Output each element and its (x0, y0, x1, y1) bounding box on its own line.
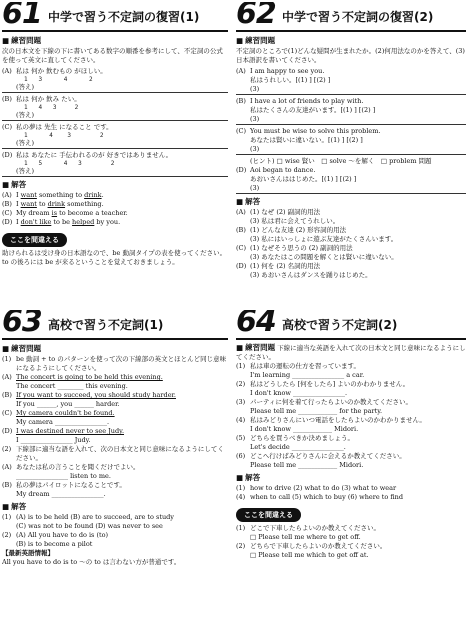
q-japanese: あおいさんははじめた。[(1) ] [(2) ] (250, 175, 357, 183)
answer-line[interactable]: (3) (236, 85, 466, 95)
a-text: (1) どんな友達 (2) 形容詞的用法 (250, 226, 347, 234)
instruction: 次の日本文を下線の下に書いてある数字の順番を参考にして、不定詞の公式を使って英文に直してください。 (2, 47, 223, 64)
fill-text: My dream ________________. (16, 490, 106, 498)
section-number: 62 (236, 2, 276, 31)
answers-label: ■ 解答 (236, 472, 466, 483)
a-number: (A) (2, 191, 12, 199)
a-text: something. (65, 200, 104, 208)
q-number: (6) (236, 452, 246, 460)
q-number: (A) (2, 463, 12, 471)
mistake-row (236, 533, 466, 542)
extra-label: 【最新英語情報】 (2, 549, 54, 557)
q-number: (A) (236, 67, 246, 75)
a-number (236, 253, 250, 262)
fill-line[interactable] (236, 461, 466, 470)
section-title: 高校で習う不定詞(1) (48, 318, 164, 332)
q-number (236, 443, 250, 452)
mistake-row (236, 551, 466, 560)
fill-line[interactable] (2, 472, 228, 481)
q-text: どこへ行けばみどりさんに会えるか教えてください。 (250, 452, 406, 460)
section-header (2, 310, 228, 340)
answer-row (236, 217, 466, 226)
exercise-label: ■ 練習問題 (236, 343, 275, 352)
q-line (2, 445, 228, 463)
section-number: 64 (236, 310, 276, 339)
q-number: (D) (2, 151, 13, 159)
section-61 (2, 2, 228, 308)
q-line (2, 481, 228, 490)
answer-line[interactable]: (答え) (2, 83, 228, 93)
q-number: (B) (236, 97, 246, 105)
a-text: (1) 何を (2) 名詞的用法 (250, 262, 321, 270)
q-number: (2) (236, 380, 246, 388)
q-english: I have a lot of friends to play with. (250, 97, 364, 105)
a-number: (1) (2, 513, 12, 521)
answer-row (236, 493, 466, 502)
answers-label: ■ 解答 (236, 196, 466, 207)
q-text: I was destined never to see Judy. (16, 427, 125, 435)
a-text: My dream (16, 209, 52, 217)
fill-text: I don't know ____________ Midori. (250, 425, 359, 433)
extra-note: All you have to do is to ～の to は言わない方が普通です。 (2, 558, 181, 566)
section-header (236, 310, 466, 340)
a-number: (C) (2, 209, 13, 217)
fill-text: I'm learning ________________ a car. (250, 371, 365, 379)
mistake-bubble: ここを間違える (236, 508, 301, 522)
answer-line[interactable]: (答え) (2, 111, 228, 121)
a-number (2, 522, 16, 531)
section-title: 中学で習う不定詞の復習(2) (282, 10, 434, 24)
section-62 (236, 2, 466, 308)
q-order: 1 4 3 2 (24, 104, 79, 111)
question (2, 151, 228, 177)
a-number: (A) (236, 208, 246, 216)
exercise-label: ■ 練習問題 (236, 35, 466, 46)
q-number (2, 418, 16, 427)
instruction: 不定詞のところで(1)どんな疑問が生まれたか。(2)何用法なのかを答えて、(3)日本語訳を書いてください。 (236, 47, 465, 64)
a-text: . (101, 191, 104, 199)
q-line (236, 398, 466, 407)
a-number: (B) (2, 200, 12, 208)
a-text: I (16, 200, 21, 208)
answers-label: ■ 解答 (2, 501, 228, 512)
q-line (2, 463, 228, 472)
a-underlined: drink (84, 191, 102, 199)
fill-line[interactable] (236, 443, 466, 452)
q-number: (1) (236, 362, 246, 370)
q-english: Aoi began to dance. (250, 166, 316, 174)
fill-line[interactable] (2, 490, 228, 499)
section-header (236, 2, 466, 32)
question (2, 123, 228, 149)
question (2, 95, 228, 121)
q-text: If you want to succeed, you should study harder. (16, 391, 176, 399)
q-text: 私の夢は 先生 になること です。 (16, 123, 113, 131)
q-text: 私はみどりさんにいつ電話をしたらよいのかわかりません。 (250, 416, 426, 424)
question (2, 67, 228, 93)
a-text: when to call (5) which to buy (6) where to find (250, 493, 404, 501)
a-text: to become a teacher. (57, 209, 128, 217)
a-number (236, 217, 250, 226)
a-number: (B) (236, 226, 246, 234)
q-text: 下線部に適当な語を入れて、次の日本文と同じ意味になるようにしてください。 (16, 445, 224, 462)
q-line (236, 434, 466, 443)
q-number (236, 371, 250, 380)
answer-row (236, 226, 466, 235)
answer-line[interactable]: (3) (236, 145, 466, 155)
answer-row (2, 540, 228, 549)
fill-text: Let's decide ________________. (250, 443, 346, 451)
fill-text: Please tell me ____________ Midori. (250, 461, 364, 469)
q-number: (B) (2, 95, 12, 103)
answer-row (236, 253, 466, 262)
fill-text: I ________________ Judy. (16, 436, 91, 444)
q-line (236, 380, 466, 389)
q-line (236, 452, 466, 461)
fill-line[interactable] (236, 389, 466, 398)
answer-row (236, 235, 466, 244)
a-text: I (16, 218, 21, 226)
q-japanese: あなたは賢いに違いない。[(1) ] [(2) ] (250, 136, 363, 144)
a-text: (3) 私にはいっしょに遊ぶ友達がたくさんいます。 (250, 235, 398, 243)
answer-row (2, 209, 228, 218)
a-text: something to (36, 191, 85, 199)
a-text: (B) is to become a pilot (16, 540, 93, 548)
mistake-bubble: ここを間違える (2, 233, 67, 247)
a-text: (C) was not to be found (D) was never to see (16, 522, 163, 530)
fill-line[interactable] (236, 425, 466, 434)
q-number: (B) (2, 481, 12, 489)
a-text: to be (51, 218, 73, 226)
q-number: (3) (236, 398, 246, 406)
q-number: (B) (2, 391, 12, 399)
a-text: I (16, 191, 21, 199)
q-number (2, 382, 16, 391)
q-number (2, 436, 16, 445)
q-line (2, 409, 228, 418)
q-text: パーティに何を着て行ったらよいのか教えてください。 (250, 398, 412, 406)
q-english: You must be wise to solve this problem. (250, 127, 381, 135)
answer-row (2, 513, 228, 522)
q-text: be 動詞 + to のパターンを使って次の下線部の英文とほとんど同じ意味になるようにしてください。 (16, 355, 227, 372)
m-number (236, 533, 250, 542)
a-number: (C) (236, 244, 247, 252)
q-order: 1 3 4 2 (24, 76, 93, 83)
q-number: (C) (2, 409, 13, 417)
q-number: (2) (2, 445, 12, 453)
m-text: どこで下車したらよいのか教えてください。 (250, 524, 380, 532)
q-japanese: 私はたくさんの友達がいます。[(1) ] [(2) ] (250, 106, 376, 114)
q-number (2, 400, 16, 409)
q-line (2, 427, 228, 436)
a-underlined: drink (47, 200, 66, 208)
a-underlined: want (20, 191, 37, 199)
fill-line[interactable] (2, 400, 228, 409)
a-underlined: don't like (20, 218, 52, 226)
a-number (236, 235, 250, 244)
q-text: 私の夢はパイロットになることです。 (16, 481, 126, 489)
fill-line[interactable] (236, 371, 466, 380)
a-text: (1) なぜ (2) 副詞的用法 (250, 208, 321, 216)
answer-row (2, 218, 228, 227)
q-text: 私は 何か 飲むもの がほしい。 (16, 67, 107, 75)
q-line (2, 373, 228, 382)
q-text: 私は あなたに 手伝われるのが 好きではありません。 (16, 151, 173, 159)
q-text: My camera couldn't be found. (16, 409, 115, 417)
answer-row (236, 271, 466, 280)
a-text: (3) あおいさんはダンスを踊りはじめた。 (250, 271, 372, 279)
answer-row (2, 191, 228, 200)
a-number (2, 540, 16, 549)
fill-text: If you ______, you ______ harder. (16, 400, 120, 408)
q-order: 1 4 3 2 (24, 132, 104, 139)
q-number (236, 407, 250, 416)
section-header (2, 2, 228, 32)
m-number (236, 551, 250, 560)
q-number (236, 389, 250, 398)
q-number: (1) (2, 355, 12, 363)
q-number (2, 472, 16, 481)
section-title: 中学で習う不定詞の復習(1) (48, 10, 200, 24)
exercise-label: ■ 練習問題 (2, 35, 228, 46)
a-text: (A) All you have to do is (to) (16, 531, 109, 539)
q-text: どちらを買うべきか決めましょう。 (250, 434, 354, 442)
fill-line[interactable] (2, 418, 228, 427)
a-underlined: helped (72, 218, 95, 226)
answer-line[interactable]: (3) (236, 115, 466, 125)
a-number: (2) (2, 531, 12, 539)
q-number (236, 425, 250, 434)
mistake-row (236, 524, 466, 533)
instruction: 下線に適当な英語を入れて次の日本文と同じ意味になるようにしてください。 (236, 344, 466, 361)
fill-text: ________________ listen to me. (16, 472, 111, 480)
m-number: (2) (236, 542, 246, 550)
a-number: (D) (2, 218, 13, 226)
q-japanese: 私はうれしい。[(1) ] [(2) ] (250, 76, 331, 84)
answer-line[interactable]: (答え) (2, 167, 228, 177)
q-line (2, 391, 228, 400)
fill-text: I don't know ________________. (250, 389, 348, 397)
a-text: how to drive (2) what to do (3) what to wear (250, 484, 397, 492)
a-number: (4) (236, 493, 246, 501)
fill-line[interactable] (2, 382, 228, 391)
q-text: 私は 何か 飲み たい。 (16, 95, 81, 103)
q-number: (4) (236, 416, 246, 424)
answer-row (2, 522, 228, 531)
a-text: (3) あなたはこの問題を解くとは賢いに違いない。 (250, 253, 398, 261)
a-underlined: want (20, 200, 37, 208)
section-number: 63 (2, 310, 42, 339)
answer-row (2, 200, 228, 209)
mistake-row (236, 542, 466, 551)
a-number (236, 271, 250, 280)
section-title: 高校で習う不定詞(2) (282, 318, 398, 332)
answers-label: ■ 解答 (2, 179, 228, 190)
q-text: 私はどうしたら [何をしたら] よいのかわかりません。 (250, 380, 410, 388)
m-text: □ Please tell me which to get off at. (250, 551, 369, 559)
q-number (2, 490, 16, 499)
fill-text: My camera ________________. (16, 418, 110, 426)
a-underlined: is (51, 209, 58, 217)
q-number: (A) (2, 67, 12, 75)
a-number: (1) (236, 484, 246, 492)
answer-row (236, 244, 466, 253)
answer-row (236, 484, 466, 493)
q-number: (C) (236, 127, 247, 135)
answer-row (236, 208, 466, 217)
q-line (236, 362, 466, 371)
q-line (2, 355, 228, 373)
mistake-note: 助けられるは受け身の日本語なので、be 動詞タイプの表を使ってください。to の後ろには be が来るということを覚えておきましょう。 (2, 249, 227, 266)
section-number: 61 (2, 2, 42, 31)
q-number: (D) (2, 427, 13, 435)
exercise-label: ■ 練習問題 (2, 343, 228, 354)
a-text: by you. (94, 218, 121, 226)
fill-line[interactable] (2, 436, 228, 445)
q-text: The concert is going to be held this evening. (16, 373, 163, 381)
a-number: (D) (236, 262, 247, 270)
section-63 (2, 310, 228, 618)
hint: (ヒント) □ wise 賢い □ solve ～を解く □ problem 問題 (250, 157, 432, 165)
section-64 (236, 310, 466, 618)
m-text: どちらで下車したらよいのか教えてください。 (250, 542, 387, 550)
answer-line[interactable]: (答え) (2, 139, 228, 149)
m-number: (1) (236, 524, 246, 532)
fill-text: Please tell me ____________ for the party. (250, 407, 383, 415)
q-english: I am happy to see you. (250, 67, 325, 75)
a-text: (1) なぜそう思うの (2) 副詞的用法 (250, 244, 353, 252)
q-number: (C) (2, 123, 13, 131)
q-number: (5) (236, 434, 246, 442)
q-order: 1 5 4 3 2 (24, 160, 115, 167)
answer-line[interactable]: (3) (236, 184, 466, 194)
m-text: □ Please tell me where to get off. (250, 533, 361, 541)
fill-text: The concert ________ this evening. (16, 382, 128, 390)
q-number: (A) (2, 373, 12, 381)
a-text: to (36, 200, 48, 208)
q-number (236, 461, 250, 470)
answer-row (2, 531, 228, 540)
a-text: (A) is to be held (B) are to succeed, are to study (16, 513, 174, 521)
answer-row (236, 262, 466, 271)
q-text: 私は車の運転の仕方を習っています。 (250, 362, 360, 370)
a-text: (3) 私は君に会えてうれしい。 (250, 217, 340, 225)
q-text: あなたは私の言うことを聞くだけでよい。 (16, 463, 140, 471)
q-number: (D) (236, 166, 247, 174)
fill-line[interactable] (236, 407, 466, 416)
q-line (236, 416, 466, 425)
